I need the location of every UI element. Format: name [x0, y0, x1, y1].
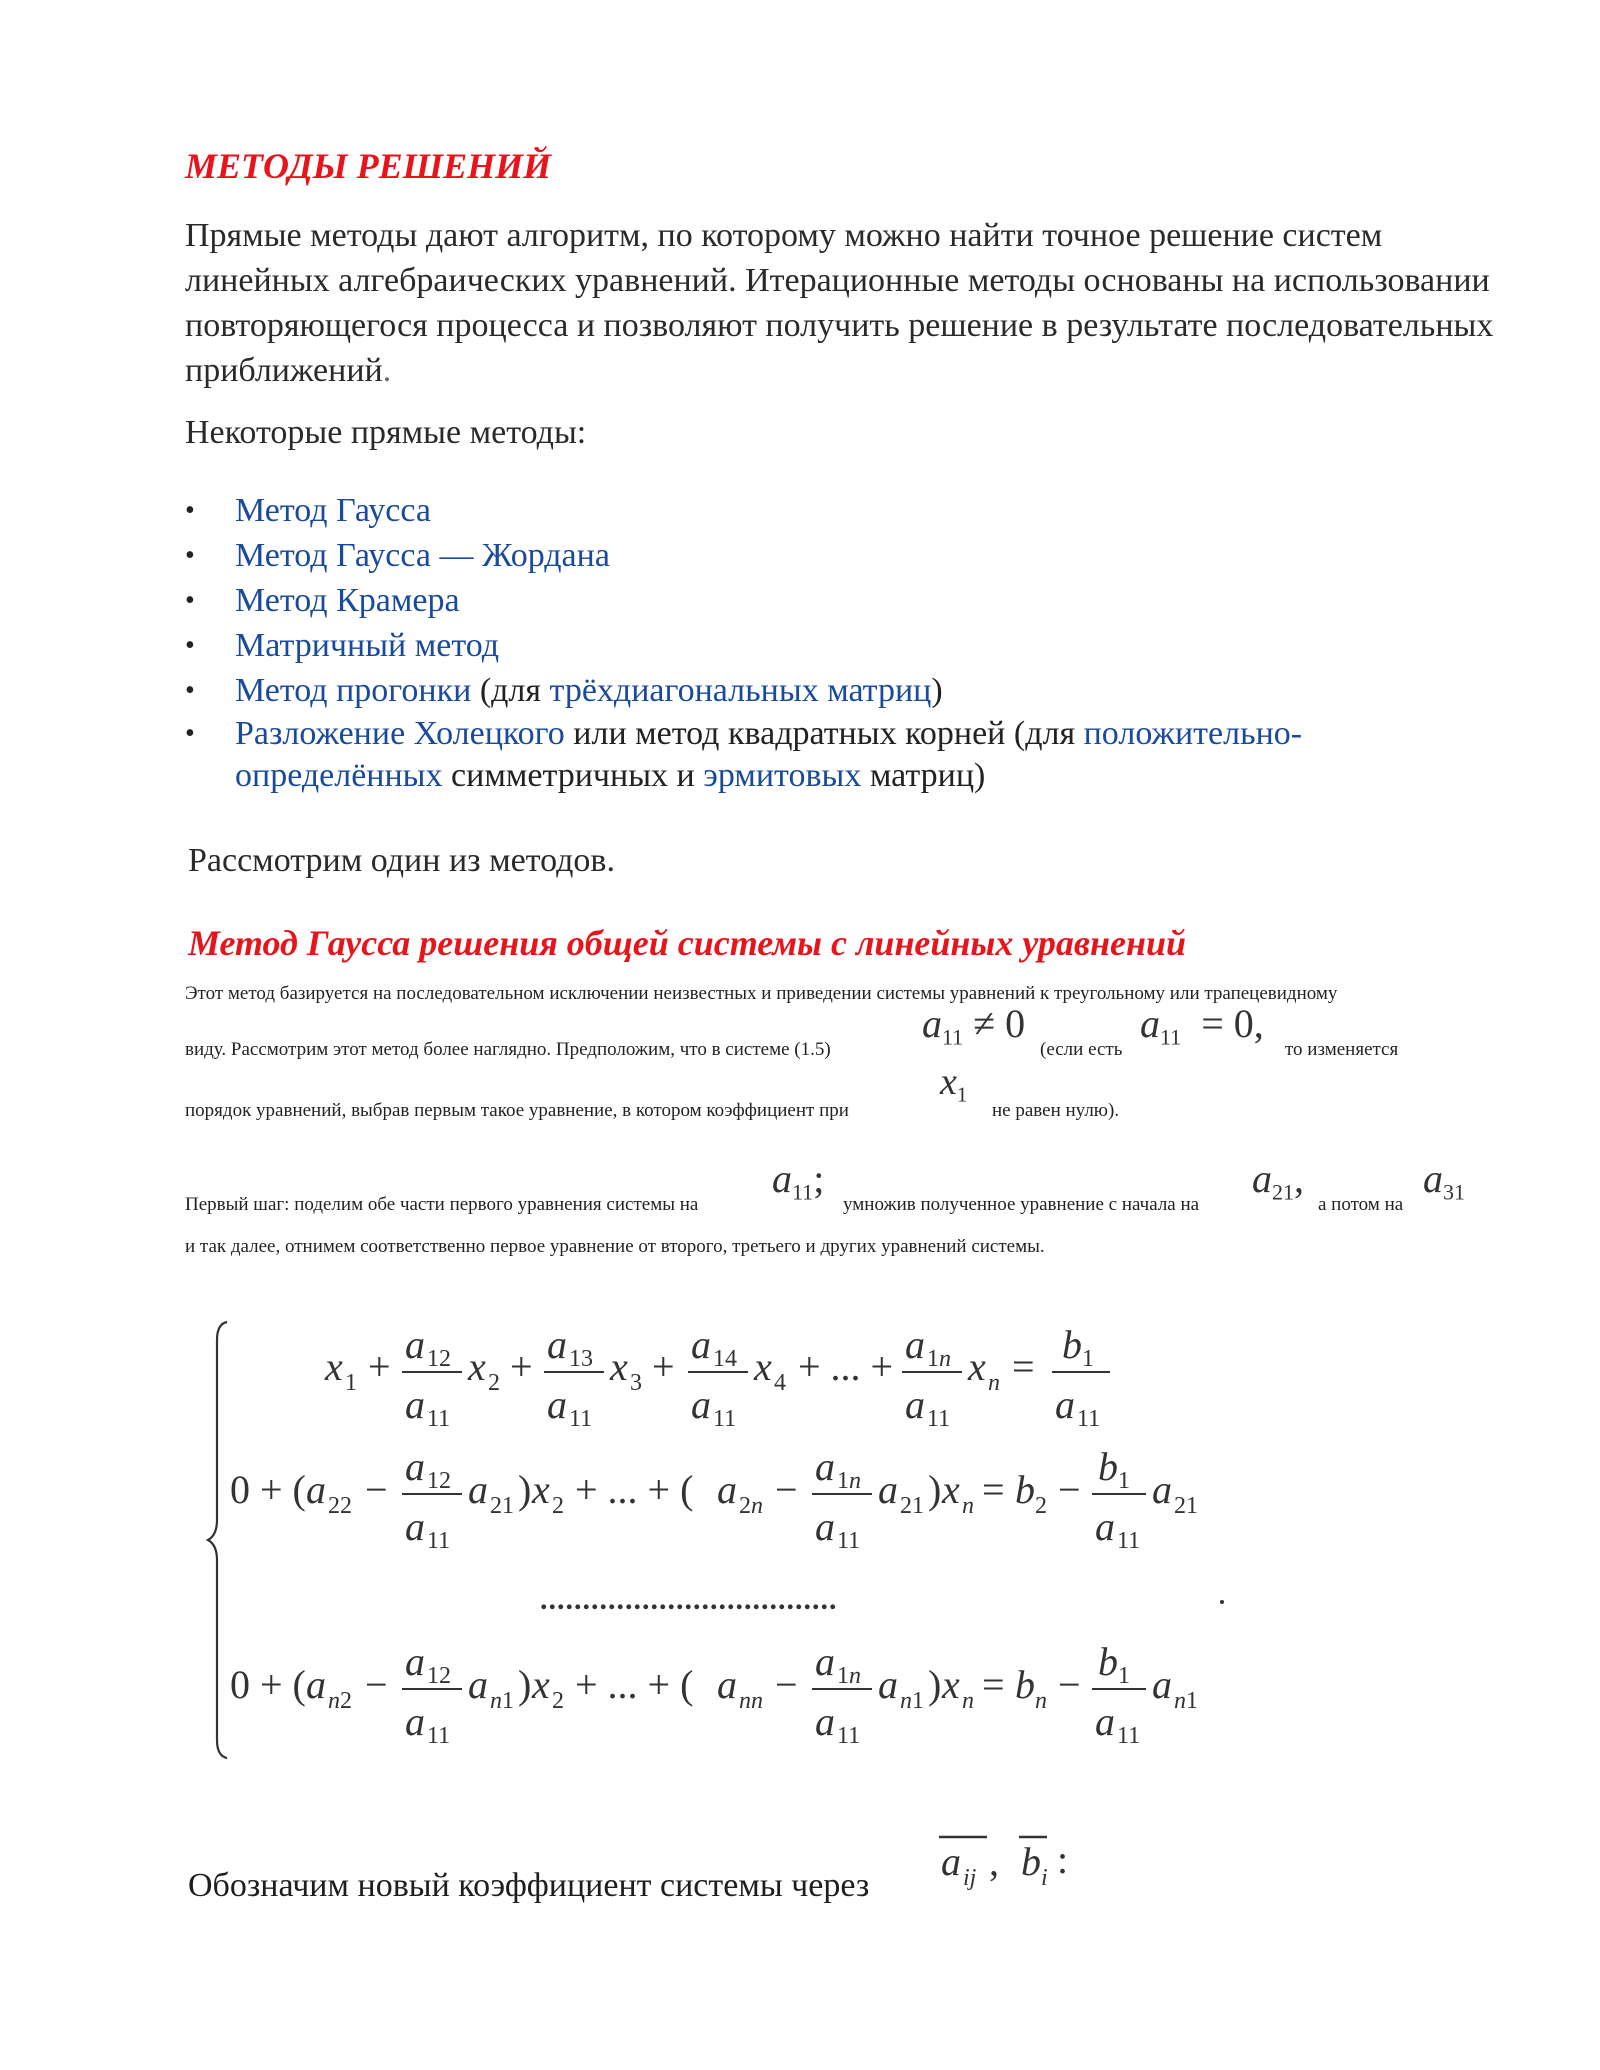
svg-text:1: 1 — [1082, 1346, 1094, 1372]
small-text-line: Первый шаг: поделим обе части первого уравнения системы на — [185, 1194, 699, 1215]
svg-text::: : — [1057, 1837, 1069, 1882]
svg-text:12: 12 — [427, 1468, 451, 1494]
list-item — [185, 668, 1495, 713]
svg-text:11: 11 — [713, 1406, 737, 1432]
list-item-text: или метод квадратных корней (для — [564, 715, 1084, 752]
svg-text:−: − — [775, 1662, 798, 1707]
svg-text:a: a — [905, 1382, 925, 1427]
dots-row: ................................... — [540, 1583, 838, 1616]
svg-text:=: = — [982, 1467, 1005, 1512]
link-sweep-method[interactable]: Метод прогонки — [235, 672, 472, 709]
svg-text:n: n — [1174, 1688, 1186, 1714]
bullet-icon: • — [185, 718, 195, 749]
svg-text:a: a — [1152, 1467, 1172, 1512]
small-text-line: умножив полученное уравнение с начала на — [843, 1194, 1200, 1215]
svg-text:n: n — [328, 1688, 340, 1714]
svg-text:11: 11 — [427, 1528, 451, 1554]
list-item — [185, 578, 1495, 623]
svg-text:2: 2 — [340, 1688, 352, 1714]
svg-text:a: a — [405, 1444, 425, 1489]
link-matrix-method[interactable]: Матричный метод — [235, 627, 500, 664]
svg-text:1: 1 — [927, 1346, 939, 1372]
svg-text:1: 1 — [912, 1688, 924, 1714]
svg-text:x: x — [532, 1467, 550, 1512]
svg-text:): ) — [518, 1662, 532, 1707]
svg-text:+: + — [368, 1344, 391, 1389]
svg-text:x: x — [468, 1344, 486, 1389]
svg-text:a: a — [815, 1639, 835, 1684]
svg-text:2: 2 — [1035, 1493, 1047, 1519]
svg-text:a: a — [306, 1662, 326, 1707]
intro-paragraph — [185, 213, 1495, 393]
svg-text:=: = — [1012, 1344, 1035, 1389]
svg-text:a: a — [306, 1467, 326, 1512]
svg-text:21: 21 — [490, 1493, 514, 1519]
formula-a11-ne-0: $a_{11} \ne 0$ — [922, 1001, 1026, 1050]
link-gauss-jordan[interactable]: Метод Гаусса — Жордана — [235, 537, 610, 574]
svg-text:21: 21 — [900, 1493, 924, 1519]
svg-text:11: 11 — [1117, 1528, 1141, 1554]
link-tridiagonal[interactable]: трёхдиагональных матриц — [549, 672, 932, 709]
svg-text:1: 1 — [345, 1370, 357, 1396]
svg-text:12: 12 — [427, 1663, 451, 1689]
bullet-icon: • — [185, 630, 195, 661]
consider-text: Рассмотрим один из методов. — [188, 842, 615, 879]
svg-text:22: 22 — [328, 1493, 352, 1519]
list-item — [185, 533, 1495, 578]
svg-text:b: b — [1015, 1662, 1035, 1707]
svg-text:−: − — [775, 1467, 798, 1512]
svg-text:x: x — [754, 1344, 772, 1389]
small-text-line: то изменяется — [1285, 1039, 1399, 1060]
svg-text:11: 11 — [1077, 1406, 1101, 1432]
svg-text:14: 14 — [713, 1346, 737, 1372]
svg-text:2: 2 — [739, 1493, 751, 1519]
svg-text:b: b — [1021, 1839, 1041, 1884]
svg-text:a: a — [717, 1467, 737, 1512]
svg-text:x: x — [942, 1467, 960, 1512]
svg-text:n: n — [988, 1370, 1000, 1396]
svg-text:−: − — [1058, 1662, 1081, 1707]
svg-text:): ) — [518, 1467, 532, 1512]
list-item — [185, 623, 1495, 668]
svg-text:ij: ij — [963, 1865, 977, 1891]
svg-text:a: a — [1095, 1699, 1115, 1744]
svg-text:a: a — [691, 1322, 711, 1367]
svg-text:+ ... +: + ... + — [798, 1344, 894, 1389]
svg-text:−: − — [1058, 1467, 1081, 1512]
svg-text:1: 1 — [837, 1663, 849, 1689]
svg-text:4: 4 — [774, 1370, 786, 1396]
svg-text:12: 12 — [427, 1346, 451, 1372]
svg-text:3: 3 — [630, 1370, 642, 1396]
svg-text:x: x — [325, 1344, 343, 1389]
svg-text:n: n — [962, 1493, 974, 1519]
svg-text:nn: nn — [739, 1688, 763, 1714]
bullet-icon: • — [185, 585, 195, 616]
svg-text:n: n — [1035, 1688, 1047, 1714]
formula-aij-bi — [935, 1825, 1095, 1905]
svg-text:11: 11 — [569, 1406, 593, 1432]
section-heading: МЕТОДЫ РЕШЕНИЙ — [185, 146, 552, 186]
formula-a11: $a_{11}$; — [772, 1156, 825, 1205]
svg-text:a: a — [905, 1322, 925, 1367]
list-item — [185, 713, 1495, 797]
formula-x1: $x_1$ — [940, 1061, 968, 1107]
svg-text:a: a — [468, 1662, 488, 1707]
svg-text:=: = — [982, 1662, 1005, 1707]
svg-text:a: a — [405, 1504, 425, 1549]
svg-text:1: 1 — [1186, 1688, 1198, 1714]
svg-text:+: + — [510, 1344, 533, 1389]
gauss-heading: Метод Гаусса решения общей системы с линейных уравнений — [188, 923, 1186, 963]
svg-text:x: x — [610, 1344, 628, 1389]
svg-text:−: − — [365, 1467, 388, 1512]
small-text-line: не равен нулю). — [992, 1100, 1120, 1121]
methods-list — [185, 488, 1495, 797]
svg-text:): ) — [928, 1467, 942, 1512]
small-text-line: и так далее, отнимем соответственно первое уравнение от второго, третьего и других уравнений системы. — [185, 1236, 1045, 1257]
svg-text:n: n — [849, 1468, 861, 1494]
list-item-text: симметричных и — [442, 757, 704, 794]
svg-text:11: 11 — [927, 1406, 951, 1432]
bullet-icon: • — [185, 495, 195, 526]
link-cramer[interactable]: Метод Крамера — [235, 582, 460, 619]
svg-text:2: 2 — [552, 1688, 564, 1714]
svg-text:−: − — [365, 1662, 388, 1707]
small-text-line: а потом на — [1318, 1194, 1404, 1215]
svg-text:a: a — [815, 1444, 835, 1489]
svg-text:a: a — [405, 1699, 425, 1744]
bullet-icon: • — [185, 675, 195, 706]
svg-text:a: a — [405, 1322, 425, 1367]
link-hermitian[interactable]: эрмитовых — [703, 757, 862, 794]
svg-text:n: n — [849, 1663, 861, 1689]
svg-text:a: a — [1055, 1382, 1075, 1427]
list-item — [185, 488, 1495, 533]
svg-text:a: a — [691, 1382, 711, 1427]
svg-text:1: 1 — [837, 1468, 849, 1494]
link-positive[interactable]: положительно- — [1083, 715, 1303, 752]
svg-text:11: 11 — [837, 1528, 861, 1554]
svg-text:2: 2 — [488, 1370, 500, 1396]
svg-text:b: b — [1062, 1322, 1082, 1367]
svg-text:a: a — [405, 1639, 425, 1684]
bullet-icon: • — [185, 540, 195, 571]
svg-text:n: n — [939, 1346, 951, 1372]
svg-text:i: i — [1041, 1865, 1048, 1891]
svg-text:): ) — [928, 1662, 942, 1707]
svg-text:0 + (: 0 + ( — [230, 1662, 306, 1707]
svg-text:a: a — [468, 1467, 488, 1512]
formula-a11-eq-0: $a_{11} = 0$, — [1140, 1001, 1264, 1050]
svg-text:b: b — [1015, 1467, 1035, 1512]
svg-text:,: , — [989, 1839, 999, 1884]
svg-text:+ ... + (: + ... + ( — [575, 1662, 694, 1707]
formula-a21: $a_{21}$, — [1252, 1156, 1304, 1205]
svg-text:0 + (: 0 + ( — [230, 1467, 306, 1512]
svg-text:n: n — [751, 1493, 763, 1519]
svg-text:2: 2 — [552, 1493, 564, 1519]
link-cholesky[interactable]: Разложение Холецкого — [235, 715, 565, 752]
list-item-text: (для — [471, 672, 550, 709]
svg-text:a: a — [547, 1382, 567, 1427]
svg-text:b: b — [1098, 1444, 1118, 1489]
svg-text:x: x — [532, 1662, 550, 1707]
denote-text: Обозначим новый коэффициент системы через — [188, 1867, 870, 1904]
svg-text:1: 1 — [1118, 1663, 1130, 1689]
svg-text:x: x — [942, 1662, 960, 1707]
svg-text:a: a — [815, 1504, 835, 1549]
intro-period: . — [382, 352, 392, 389]
svg-text:11: 11 — [427, 1406, 451, 1432]
svg-text:n: n — [900, 1688, 912, 1714]
link-definite[interactable]: определённых — [235, 757, 443, 794]
svg-text:a: a — [717, 1662, 737, 1707]
svg-text:a: a — [405, 1382, 425, 1427]
svg-text:11: 11 — [1117, 1723, 1141, 1749]
small-text-line: порядок уравнений, выбрав первым такое уравнение, в котором коэффициент при — [185, 1100, 849, 1121]
svg-text:a: a — [1152, 1662, 1172, 1707]
svg-text:a: a — [878, 1467, 898, 1512]
svg-text:n: n — [962, 1688, 974, 1714]
intro-text: Прямые методы дают алгоритм, по которому можно найти точное решение систем линейных алгебраических уравнений. Итерационные методы основаны на использовании повторяющегося процесса и позволяют получить решение в результате последовательных приближений — [185, 217, 1494, 389]
svg-text:11: 11 — [427, 1723, 451, 1749]
svg-text:a: a — [941, 1839, 961, 1884]
svg-text:1: 1 — [1118, 1468, 1130, 1494]
small-text-line: виду. Рассмотрим этот метод более наглядно. Предположим, что в системе (1.5) — [185, 1039, 831, 1060]
svg-text:a: a — [878, 1662, 898, 1707]
svg-text:b: b — [1098, 1639, 1118, 1684]
svg-text:x: x — [968, 1344, 986, 1389]
svg-text:11: 11 — [837, 1723, 861, 1749]
equation-rows — [230, 1320, 1250, 1780]
svg-text:+: + — [652, 1344, 675, 1389]
link-gauss[interactable]: Метод Гаусса — [235, 492, 431, 529]
svg-text:a: a — [547, 1322, 567, 1367]
list-item-text: ) — [931, 672, 943, 709]
svg-text:a: a — [1095, 1504, 1115, 1549]
svg-text:n: n — [490, 1688, 502, 1714]
small-text-line: Этот метод базируется на последовательном исключении неизвестных и приведении системы уравнений к треугольному или трапецевидному — [185, 983, 1338, 1004]
svg-text:1: 1 — [502, 1688, 514, 1714]
formula-a31: $a_{31}$ — [1423, 1156, 1465, 1205]
svg-text:a: a — [815, 1699, 835, 1744]
direct-methods-label: Некоторые прямые методы: — [185, 414, 587, 451]
svg-text:21: 21 — [1174, 1493, 1198, 1519]
svg-text:13: 13 — [569, 1346, 593, 1372]
svg-text:+ ... + (: + ... + ( — [575, 1467, 694, 1512]
small-text-line: (если есть — [1040, 1039, 1123, 1060]
list-item-text: матриц) — [861, 757, 986, 794]
